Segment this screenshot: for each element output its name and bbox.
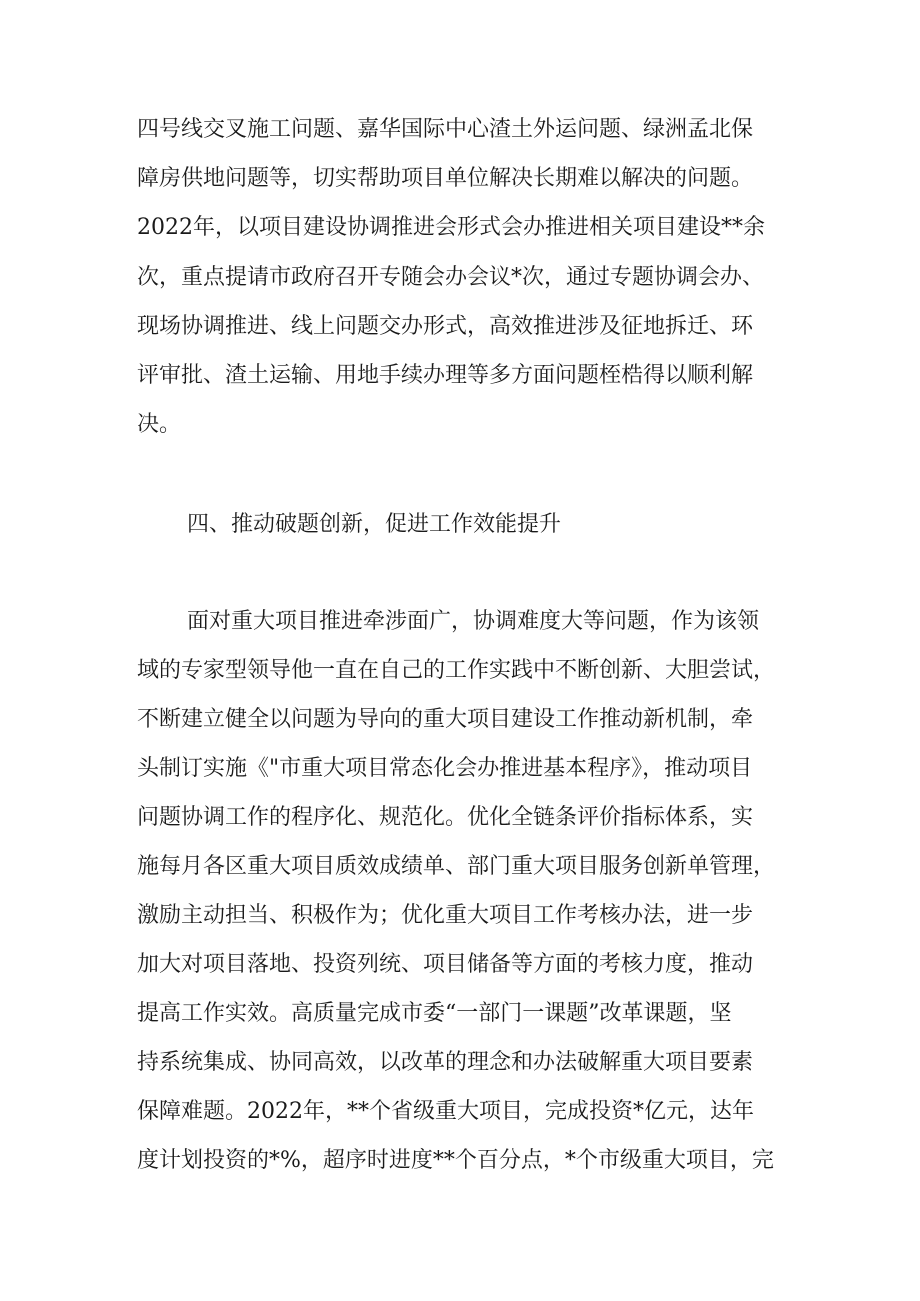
paragraph-1-line-5: 现场协调推进、线上问题交办形式，高效推进涉及征地拆迁、环 <box>137 314 754 339</box>
paragraph-2-line-11: 保障难题。2022年，**个省级重大项目，完成投资*亿元，达年 <box>137 1099 754 1124</box>
paragraph-2-line-5: 问题协调工作的程序化、规范化。优化全链条评价指标体系，实 <box>137 805 754 830</box>
paragraph-2-line-10: 持系统集成、协同高效，以改革的理念和办法破解重大项目要素 <box>137 1050 754 1075</box>
paragraph-1-line-7: 决。 <box>137 412 182 437</box>
paragraph-1-line-6: 评审批、渣土运输、用地手续办理等多方面问题桎梏得以顺利解 <box>137 363 754 388</box>
paragraph-2-line-7: 激励主动担当、积极作为；优化重大项目工作考核办法，进一步 <box>137 903 754 928</box>
paragraph-2-line-1: 面对重大项目推进牵涉面广，协调难度大等问题，作为该领 <box>187 609 760 634</box>
paragraph-2-line-6: 施每月各区重大项目质效成绩单、部门重大项目服务创新单管理， <box>137 854 776 879</box>
paragraph-2-line-2: 域的专家型领导他一直在自己的工作实践中不断创新、大胆尝试， <box>137 658 776 683</box>
paragraph-2-line-9: 提高工作实效。高质量完成市委“一部门一课题”改革课题，坚 <box>137 1001 732 1026</box>
paragraph-1-line-3: 2022年，以项目建设协调推进会形式会办推进相关项目建设**余 <box>137 215 765 240</box>
paragraph-2-line-4: 头制订实施《"市重大项目常态化会办推进基本程序》，推动项目 <box>137 756 753 781</box>
paragraph-2-line-8: 加大对项目落地、投资列统、项目储备等方面的考核力度，推动 <box>137 952 754 977</box>
paragraph-1-line-4: 次，重点提请市政府召开专随会办会议*次，通过专题协调会办、 <box>137 265 765 290</box>
paragraph-1-line-2: 障房供地问题等，切实帮助项目单位解决长期难以解决的问题。 <box>137 166 754 191</box>
paragraph-2-line-12: 度计划投资的*%，超序时进度**个百分点，*个市级重大项目，完 <box>137 1148 774 1173</box>
paragraph-2-line-3: 不断建立健全以问题为导向的重大项目建设工作推动新机制，牵 <box>137 707 754 732</box>
paragraph-1-line-1: 四号线交叉施工问题、嘉华国际中心渣土外运问题、绿洲孟北保 <box>137 117 754 142</box>
section-heading: 四、推动破题创新，促进工作效能提升 <box>187 512 562 537</box>
